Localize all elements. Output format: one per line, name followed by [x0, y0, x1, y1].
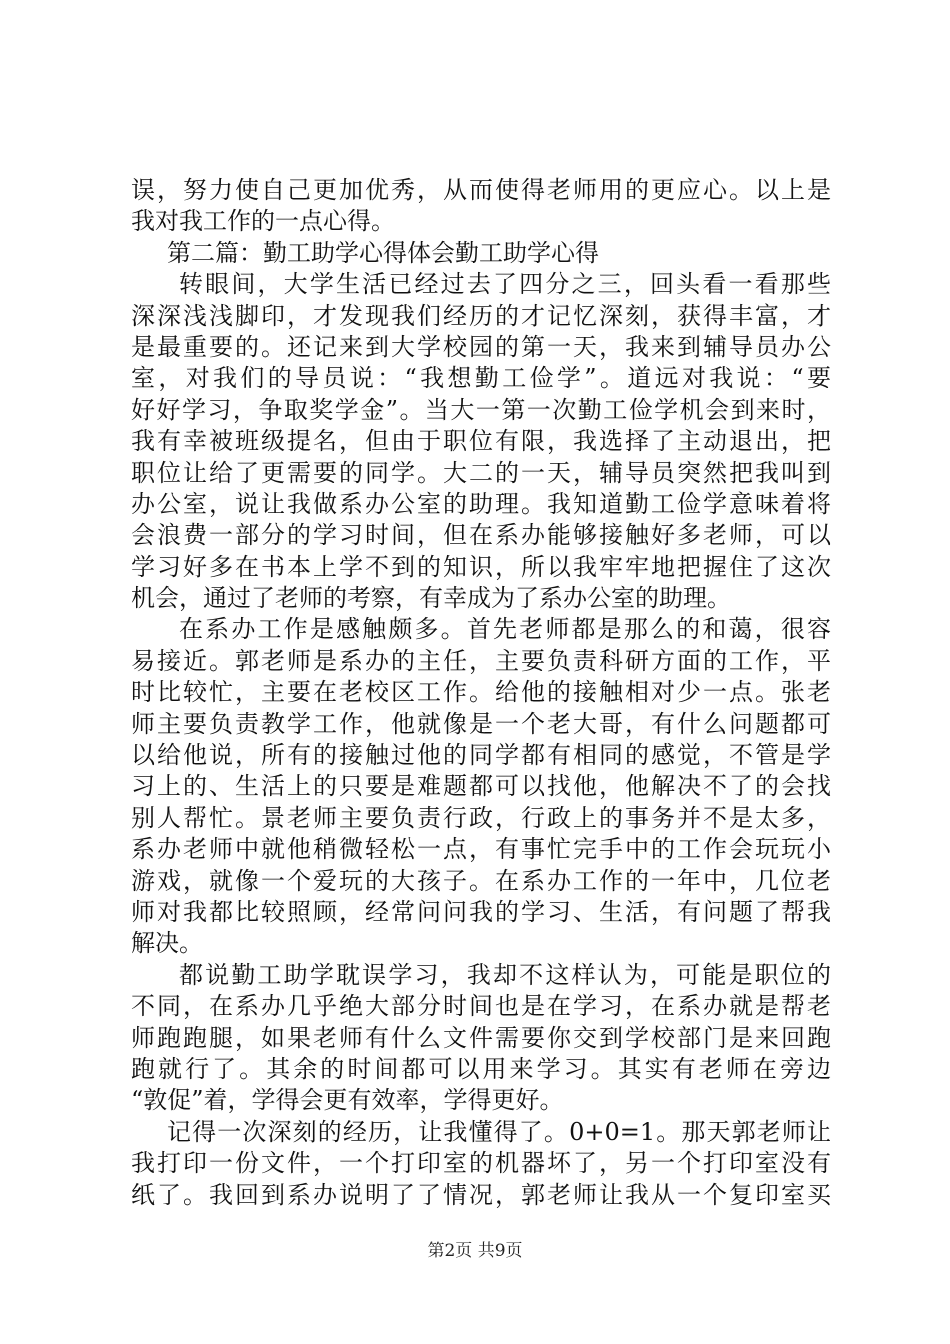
text-line: 系办老师中就他稍微轻松一点，有事忙完手中的工作会玩玩小 [131, 835, 831, 864]
document-body [131, 175, 831, 1211]
text-line: 职位让给了更需要的同学。大二的一天，辅导员突然把我叫到 [131, 458, 831, 487]
text-line: 误，努力使自己更加优秀，从而使得老师用的更应心。以上是 [131, 176, 831, 204]
text-line: 办公室，说让我做系办公室的助理。我知道勤工俭学意味着将 [131, 489, 831, 518]
text-line: 习上的、生活上的只要是难题都可以找他，他解决不了的会找 [131, 772, 831, 801]
text-line: 深深浅浅脚印，才发现我们经历的才记忆深刻，获得丰富，才 [131, 301, 831, 330]
text-line: 第二篇：勤工助学心得体会勤工助学心得 [167, 238, 599, 267]
text-line: 纸了。我回到系办说明了了情况，郭老师让我从一个复印室买 [131, 1180, 831, 1209]
text-line: 师主要负责教学工作，他就像是一个老大哥，有什么问题都可 [131, 709, 831, 738]
text-line: 跑就行了。其余的时间都可以用来学习。其实有老师在旁边 [131, 1054, 831, 1083]
text-line: 师对我都比较照顾，经常问问我的学习、生活，有问题了帮我 [131, 897, 831, 926]
text-line: 我打印一份文件，一个打印室的机器坏了，另一个打印室没有 [131, 1149, 831, 1178]
text-line: 会浪费一部分的学习时间，但在系办能够接触好多老师，可以 [131, 521, 831, 550]
text-line: 师跑跑腿，如果老师有什么文件需要你交到学校部门是来回跑 [131, 1023, 831, 1052]
text-line: 以给他说，所有的接触过他的同学都有相同的感觉，不管是学 [131, 741, 831, 770]
text-line: 好好学习，争取奖学金”。当大一第一次勤工俭学机会到来时， [131, 395, 831, 424]
text-line: 学习好多在书本上学不到的知识，所以我牢牢地把握住了这次 [131, 552, 831, 581]
text-line: 都说勤工助学耽误学习，我却不这样认为，可能是职位的 [179, 960, 831, 989]
text-line: 在系办工作是感触颇多。首先老师都是那么的和蔼，很容 [179, 615, 831, 644]
text-line: 别人帮忙。景老师主要负责行政，行政上的事务并不是太多， [131, 803, 831, 832]
text-line: 机会，通过了老师的考察，有幸成为了系办公室的助理。 [131, 584, 731, 613]
text-line: 是最重要的。还记来到大学校园的第一天，我来到辅导员办公 [131, 332, 831, 361]
text-line: 解决。 [131, 929, 203, 958]
text-line: 记得一次深刻的经历，让我懂得了。0+0=1。那天郭老师让 [167, 1117, 831, 1146]
text-line: 室，对我们的导员说：“我想勤工俭学”。道远对我说：“要 [131, 364, 831, 393]
text-line: 易接近。郭老师是系办的主任，主要负责科研方面的工作，平 [131, 646, 831, 675]
page-footer: 第2页 共9页 [427, 1241, 523, 1261]
text-line: 我对我工作的一点心得。 [131, 207, 395, 236]
text-line: 转眼间，大学生活已经过去了四分之三，回头看一看那些 [179, 270, 831, 299]
text-line: “敦促”着，学得会更有效率，学得更好。 [131, 1086, 564, 1115]
text-line: 不同，在系办几乎绝大部分时间也是在学习，在系办就是帮老 [131, 992, 831, 1021]
text-line: 游戏，就像一个爱玩的大孩子。在系办工作的一年中，几位老 [131, 866, 831, 895]
text-line: 时比较忙，主要在老校区工作。给他的接触相对少一点。张老 [131, 678, 831, 707]
text-line: 我有幸被班级提名，但由于职位有限，我选择了主动退出，把 [131, 427, 831, 456]
